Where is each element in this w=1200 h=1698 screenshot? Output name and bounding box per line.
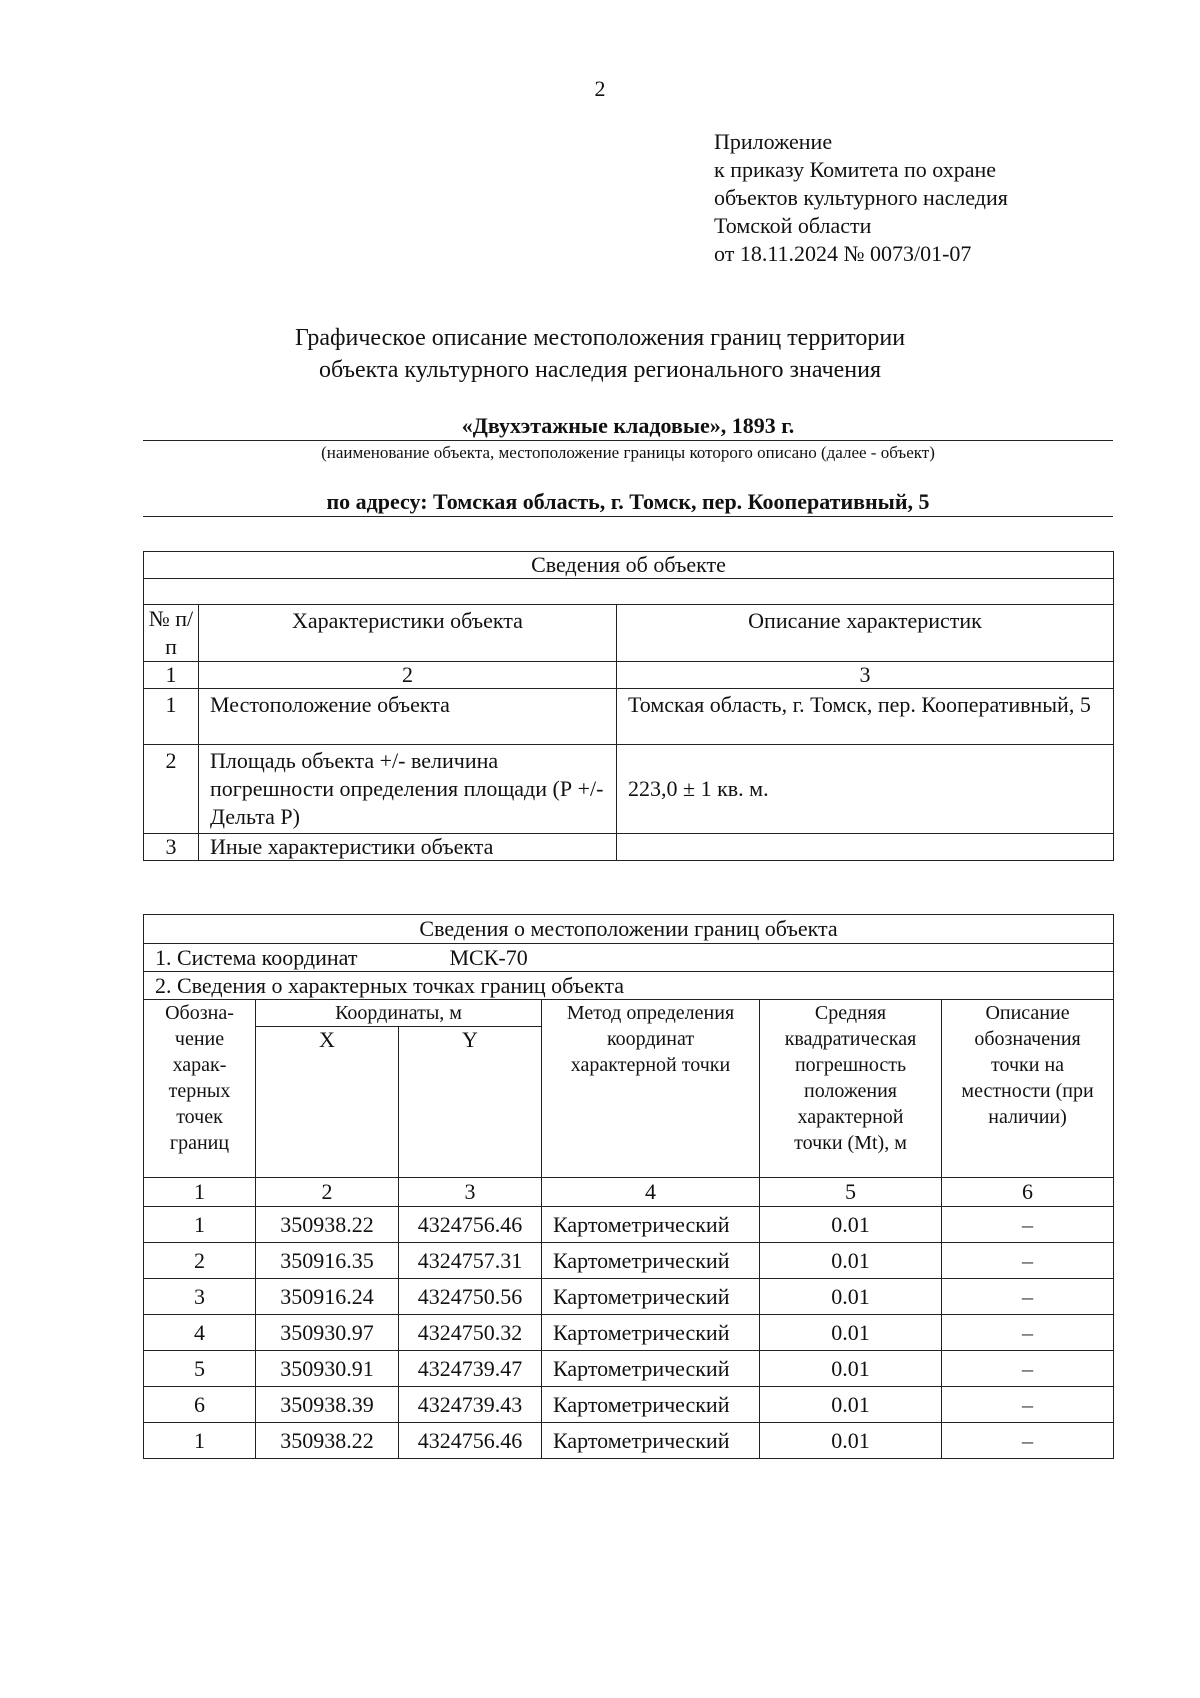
object-address: по адресу: Томская область, г. Томск, пер. Кооперативный, 5	[143, 488, 1113, 517]
object-info-table	[143, 551, 1114, 861]
coord-column-number: 6	[942, 1178, 1114, 1207]
appendix-line: к приказу Комитета по охране	[714, 157, 996, 182]
point-method: Картометрический	[542, 1243, 760, 1279]
point-id: 1	[144, 1207, 256, 1243]
appendix-line: объектов культурного наследия	[714, 185, 1008, 210]
table-row	[144, 1387, 1114, 1423]
points-section-label: 2. Сведения о характерных точках границ объекта	[144, 972, 1114, 1000]
appendix-line: от 18.11.2024 № 0073/01-07	[714, 241, 972, 266]
info-table-empty-row	[144, 579, 1114, 605]
document-title-line: Графическое описание местоположения границ территории	[294, 325, 906, 351]
object-name-caption: (наименование объекта, местоположение границы которого описано (далее - объект)	[321, 443, 935, 462]
info-row-number: 2	[144, 745, 199, 834]
point-description: –	[942, 1279, 1114, 1315]
header-mean-error: Средняя квадратическая погрешность положения характерной точки (Mt), м	[760, 1000, 942, 1178]
point-y: 4324750.56	[399, 1279, 542, 1315]
point-id: 3	[144, 1279, 256, 1315]
info-header-number: № п/п	[144, 605, 199, 662]
point-y: 4324757.31	[399, 1243, 542, 1279]
point-mean-error: 0.01	[760, 1243, 942, 1279]
appendix-line: Приложение	[714, 129, 833, 154]
info-row-value: Томская область, г. Томск, пер. Кооперативный, 5	[617, 689, 1114, 745]
table-row	[144, 1423, 1114, 1459]
boundary-coordinates-table	[143, 914, 1114, 1459]
point-description: –	[942, 1387, 1114, 1423]
point-description: –	[942, 1315, 1114, 1351]
point-mean-error: 0.01	[760, 1351, 942, 1387]
coord-column-number: 5	[760, 1178, 942, 1207]
point-method: Картометрический	[542, 1351, 760, 1387]
points-body	[144, 1207, 1114, 1459]
point-x: 350938.22	[256, 1207, 399, 1243]
point-mean-error: 0.01	[760, 1423, 942, 1459]
point-method: Картометрический	[542, 1279, 760, 1315]
point-mean-error: 0.01	[760, 1315, 942, 1351]
table-row	[144, 1243, 1114, 1279]
point-method: Картометрический	[542, 1387, 760, 1423]
point-id: 5	[144, 1351, 256, 1387]
document-title-line: объекта культурного наследия регионального значения	[318, 357, 882, 383]
point-id: 6	[144, 1387, 256, 1423]
header-method: Метод определения координат характерной точки	[542, 1000, 760, 1178]
info-row-value	[617, 834, 1114, 861]
point-y: 4324739.43	[399, 1387, 542, 1423]
table-row	[144, 1315, 1114, 1351]
info-row-number: 3	[144, 834, 199, 861]
header-designation: Обозна- чение харак- терных точек границ	[144, 1000, 256, 1178]
point-x: 350938.39	[256, 1387, 399, 1423]
point-y: 4324739.47	[399, 1351, 542, 1387]
info-row-number: 1	[144, 689, 199, 745]
point-mean-error: 0.01	[760, 1207, 942, 1243]
info-column-number: 3	[617, 662, 1114, 689]
info-row-name: Местоположение объекта	[199, 689, 617, 745]
point-id: 2	[144, 1243, 256, 1279]
coord-column-number: 4	[542, 1178, 760, 1207]
info-column-number: 2	[199, 662, 617, 689]
point-mean-error: 0.01	[760, 1279, 942, 1315]
point-x: 350938.22	[256, 1423, 399, 1459]
table-row	[144, 1351, 1114, 1387]
info-row-value: 223,0 ± 1 кв. м.	[617, 745, 1114, 834]
point-x: 350930.97	[256, 1315, 399, 1351]
info-header-description: Описание характеристик	[617, 605, 1114, 662]
info-column-number: 1	[144, 662, 199, 689]
coordinate-system-label: 1. Система координат	[155, 945, 358, 970]
point-mean-error: 0.01	[760, 1387, 942, 1423]
object-name: «Двухэтажные кладовые», 1893 г.	[143, 412, 1113, 441]
point-y: 4324750.32	[399, 1315, 542, 1351]
appendix-block	[714, 128, 1008, 268]
coord-column-number: 1	[144, 1178, 256, 1207]
point-y: 4324756.46	[399, 1423, 542, 1459]
coordinate-system-value: МСК-70	[449, 945, 528, 970]
table-row	[144, 1279, 1114, 1315]
point-method: Картометрический	[542, 1207, 760, 1243]
point-description: –	[942, 1207, 1114, 1243]
point-method: Картометрический	[542, 1315, 760, 1351]
point-method: Картометрический	[542, 1423, 760, 1459]
point-description: –	[942, 1351, 1114, 1387]
info-header-characteristic: Характеристики объекта	[199, 605, 617, 662]
header-point-description: Описание обозначения точки на местности (при наличии)	[942, 1000, 1114, 1178]
coord-table-title: Сведения о местоположении границ объекта	[144, 915, 1114, 944]
info-table-title: Сведения об объекте	[144, 552, 1114, 579]
document-title	[0, 322, 1200, 386]
coord-column-number: 2	[256, 1178, 399, 1207]
point-description: –	[942, 1243, 1114, 1279]
coordinate-system-row	[144, 944, 1114, 972]
header-x: X	[256, 1027, 399, 1178]
appendix-line: Томской области	[714, 213, 872, 238]
point-x: 350930.91	[256, 1351, 399, 1387]
point-id: 4	[144, 1315, 256, 1351]
point-id: 1	[144, 1423, 256, 1459]
point-description: –	[942, 1423, 1114, 1459]
table-row	[144, 1207, 1114, 1243]
header-y: Y	[399, 1027, 542, 1178]
page-number: 2	[594, 76, 606, 101]
point-y: 4324756.46	[399, 1207, 542, 1243]
header-coordinates: Координаты, м	[256, 1000, 542, 1027]
point-x: 350916.35	[256, 1243, 399, 1279]
point-x: 350916.24	[256, 1279, 399, 1315]
info-row-name: Иные характеристики объекта	[199, 834, 617, 861]
coord-column-number: 3	[399, 1178, 542, 1207]
info-row-name: Площадь объекта +/- величина погрешности определения площади (Р +/- Дельта Р)	[199, 745, 617, 834]
